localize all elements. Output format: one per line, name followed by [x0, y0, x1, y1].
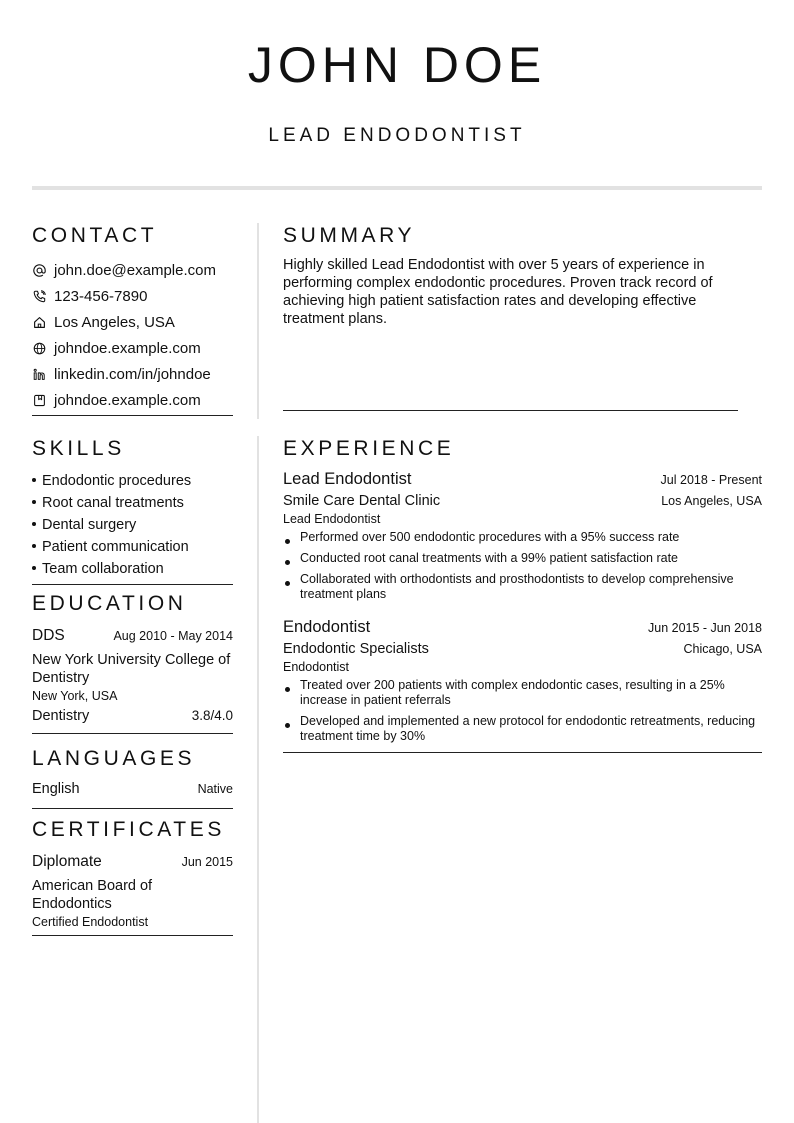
contact-section	[32, 223, 233, 416]
contact-email-text: john.doe@example.com	[54, 261, 216, 279]
contact-linkedin-text: linkedin.com/in/johndoe	[54, 365, 211, 383]
education-institution: New York University College of Dentistry	[32, 652, 231, 686]
at-icon	[32, 263, 46, 277]
skill-item: Team collaboration	[32, 558, 233, 580]
job-company: Smile Care Dental Clinic	[283, 493, 441, 509]
summary-text: Highly skilled Lead Endodontist with over 5 years of experience in performing complex endodontic procedures. Proven track record of achieving high patient satisfaction rates and developing effective treatment plans.	[283, 257, 713, 327]
experience-heading: EXPERIENCE	[283, 437, 455, 460]
certificate-issuer: American Board of Endodontics	[32, 878, 153, 912]
skill-item: Patient communication	[32, 536, 233, 558]
certificate-row	[32, 853, 233, 871]
job-title-header: LEAD ENDODONTIST	[268, 125, 526, 146]
globe-icon	[32, 341, 46, 355]
languages-section	[32, 746, 233, 809]
bookmark-icon	[32, 393, 46, 407]
linkedin-icon	[32, 367, 46, 381]
home-icon	[32, 315, 46, 329]
job-bullet: Conducted root canal treatments with a 99% patient satisfaction rate	[283, 551, 762, 566]
job-company-row	[283, 493, 762, 509]
job-bullets	[283, 530, 762, 602]
skill-item: Endodontic procedures	[32, 470, 233, 492]
job-location: Los Angeles, USA	[661, 494, 762, 508]
job-title-row	[283, 618, 762, 637]
contact-divider	[32, 415, 233, 416]
education-field: Dentistry	[32, 708, 90, 724]
contact-location-text: Los Angeles, USA	[54, 313, 175, 331]
job-dates: Jul 2018 - Present	[660, 473, 762, 487]
phone-icon	[32, 289, 46, 303]
job-dates: Jun 2015 - Jun 2018	[648, 621, 762, 635]
contact-location	[32, 309, 233, 335]
contact-list	[32, 257, 233, 413]
skill-item: Root canal treatments	[32, 492, 233, 514]
job-bullet: Developed and implemented a new protocol for endodontic retreatments, reducing treatment time by 30%	[283, 714, 762, 744]
contact-email[interactable]	[32, 257, 233, 283]
contact-heading: CONTACT	[32, 224, 158, 247]
summary-divider	[283, 410, 738, 411]
language-row	[32, 780, 233, 798]
column-divider-bottom	[257, 436, 259, 1123]
job-role: Lead Endodontist	[283, 512, 381, 526]
skill-item: Dental surgery	[32, 514, 233, 536]
certificate-detail: Certified Endodontist	[32, 915, 149, 929]
experience-divider	[283, 752, 762, 753]
job-title: Endodontist	[283, 618, 371, 636]
job-role: Endodontist	[283, 660, 350, 674]
header-divider	[32, 186, 762, 190]
certificates-section	[32, 817, 233, 936]
contact-phone-text: 123-456-7890	[54, 287, 148, 305]
certificates-divider	[32, 935, 233, 936]
column-divider-top	[257, 223, 259, 419]
language-level: Native	[197, 782, 233, 796]
job-bullets	[283, 678, 762, 744]
certificate-date: Jun 2015	[181, 855, 233, 869]
certificates-heading: CERTIFICATES	[32, 818, 225, 841]
contact-portfolio-text: johndoe.example.com	[54, 391, 201, 409]
candidate-name: JOHN DOE	[247, 37, 547, 93]
education-field-row	[32, 707, 233, 725]
job-entry	[283, 470, 762, 602]
languages-heading: LANGUAGES	[32, 747, 196, 770]
contact-portfolio[interactable]	[32, 387, 233, 413]
skills-heading: SKILLS	[32, 437, 125, 460]
education-degree-row	[32, 627, 233, 645]
education-gpa: 3.8/4.0	[191, 708, 233, 723]
education-divider	[32, 733, 233, 734]
certificate-name: Diplomate	[32, 853, 102, 870]
languages-divider	[32, 808, 233, 809]
job-company: Endodontic Specialists	[283, 641, 429, 657]
education-degree: DDS	[32, 627, 65, 644]
education-heading: EDUCATION	[32, 592, 187, 615]
contact-website[interactable]	[32, 335, 233, 361]
summary-section	[283, 223, 762, 328]
contact-phone[interactable]	[32, 283, 233, 309]
job-bullet: Performed over 500 endodontic procedures with a 95% success rate	[283, 530, 762, 545]
job-title: Lead Endodontist	[283, 470, 412, 488]
skills-divider	[32, 584, 233, 585]
education-location: New York, USA	[32, 689, 118, 703]
education-section	[32, 591, 233, 734]
experience-section	[283, 436, 762, 753]
education-dates: Aug 2010 - May 2014	[113, 629, 233, 643]
contact-website-text: johndoe.example.com	[54, 339, 201, 357]
job-bullet: Treated over 200 patients with complex endodontic cases, resulting in a 25% increase in patient referrals	[283, 678, 762, 708]
job-title-row	[283, 470, 762, 489]
job-location: Chicago, USA	[683, 642, 762, 656]
summary-heading: SUMMARY	[283, 224, 416, 247]
skills-section	[32, 436, 233, 585]
job-company-row	[283, 641, 762, 657]
skills-list	[32, 470, 233, 580]
job-entry	[283, 618, 762, 744]
job-bullet: Collaborated with orthodontists and prosthodontists to develop comprehensive treatment plans	[283, 572, 762, 602]
language-name: English	[32, 781, 80, 797]
contact-linkedin[interactable]	[32, 361, 233, 387]
